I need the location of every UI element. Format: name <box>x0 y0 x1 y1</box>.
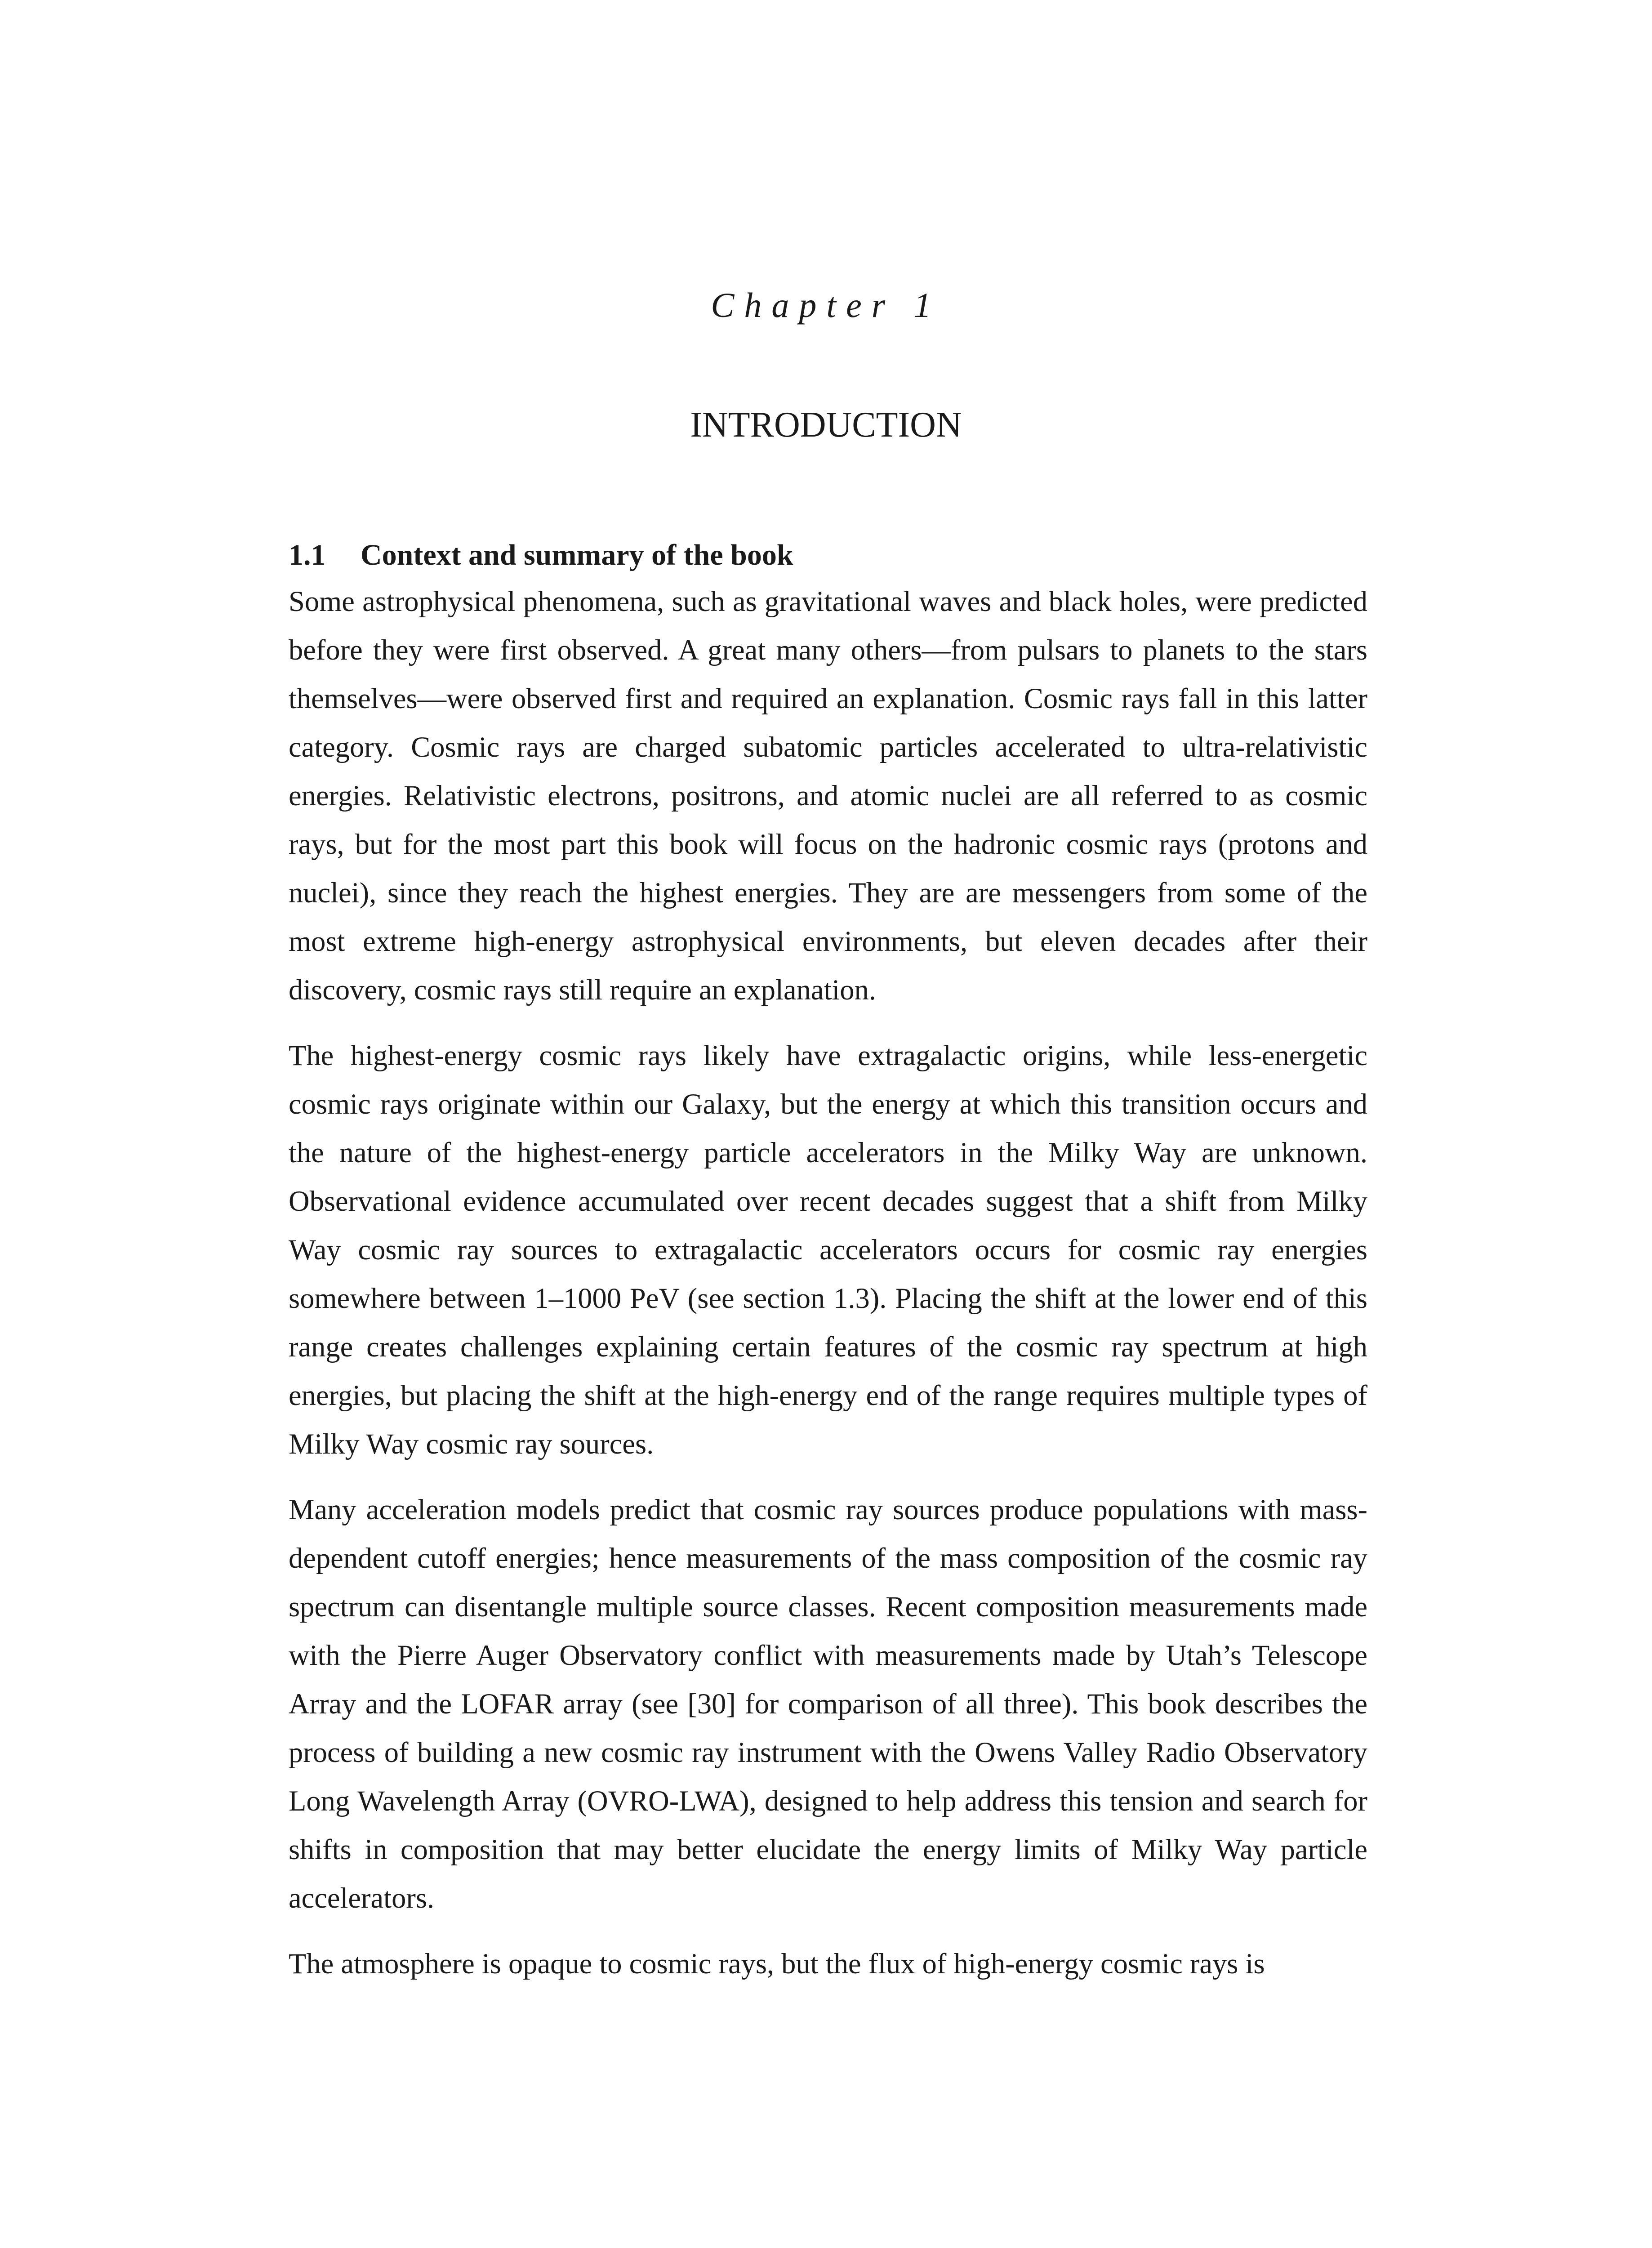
chapter-title: INTRODUCTION <box>690 405 962 445</box>
paragraph-4: The atmosphere is opaque to cosmic rays, but the flux of high-energy cosmic rays is <box>289 1948 1265 1980</box>
body-column <box>289 537 1367 2005</box>
section-number: 1.1 <box>289 539 326 571</box>
chapter-label: Chapter 1 <box>711 285 941 325</box>
paragraph-1: Some astrophysical phenomena, such as gravitational waves and black holes, were predicted before they were first observed. A great many others—from pulsars to planets to the stars themselves—were observed first and required an explanation. Cosmic rays fall in this latter category. Cosmic rays are charged subatomic particles accelerated to ultra-relativistic energies. Relativistic electrons, positrons, and atomic nuclei are all referred to as cosmic rays, but for the most part this book will focus on the hadronic cosmic rays (protons and nuclei), since they reach the highest energies. They are are messengers from some of the most extreme high-energy astrophysical environments, but eleven decades after their discovery, cosmic rays still require an explanation. <box>289 585 1367 1006</box>
section-heading <box>289 537 1367 573</box>
section-title: Context and summary of the book <box>361 539 793 571</box>
paragraph-2: The highest-energy cosmic rays likely have extragalactic origins, while less-energetic cosmic rays originate within our Galaxy, but the energy at which this transition occurs and the nature of the highest-energy particle accelerators in the Milky Way are unknown. Observational evidence accumulated over recent decades suggest that a shift from Milky Way cosmic ray sources to extragalactic accelerators occurs for cosmic ray energies somewhere between 1–1000 PeV (see section 1.3). Placing the shift at the lower end of this range creates challenges explaining certain features of the cosmic ray spectrum at high energies, but placing the shift at the high-energy end of the range requires multiple types of Milky Way cosmic ray sources. <box>289 1039 1367 1460</box>
paragraph-3: Many acceleration models predict that cosmic ray sources produce populations with mass-dependent cutoff energies; hence measurements of the mass composition of the cosmic ray spectrum can disentangle multiple source classes. Recent composition measurements made with the Pierre Auger Observatory conflict with measurements made by Utah’s Telescope Array and the LOFAR array (see [30] for comparison of all three). This book describes the process of building a new cosmic ray instrument with the Owens Valley Radio Observatory Long Wavelength Array (OVRO-LWA), designed to help address this tension and search for shifts in composition that may better elucidate the energy limits of Milky Way particle accelerators. <box>289 1494 1367 1914</box>
